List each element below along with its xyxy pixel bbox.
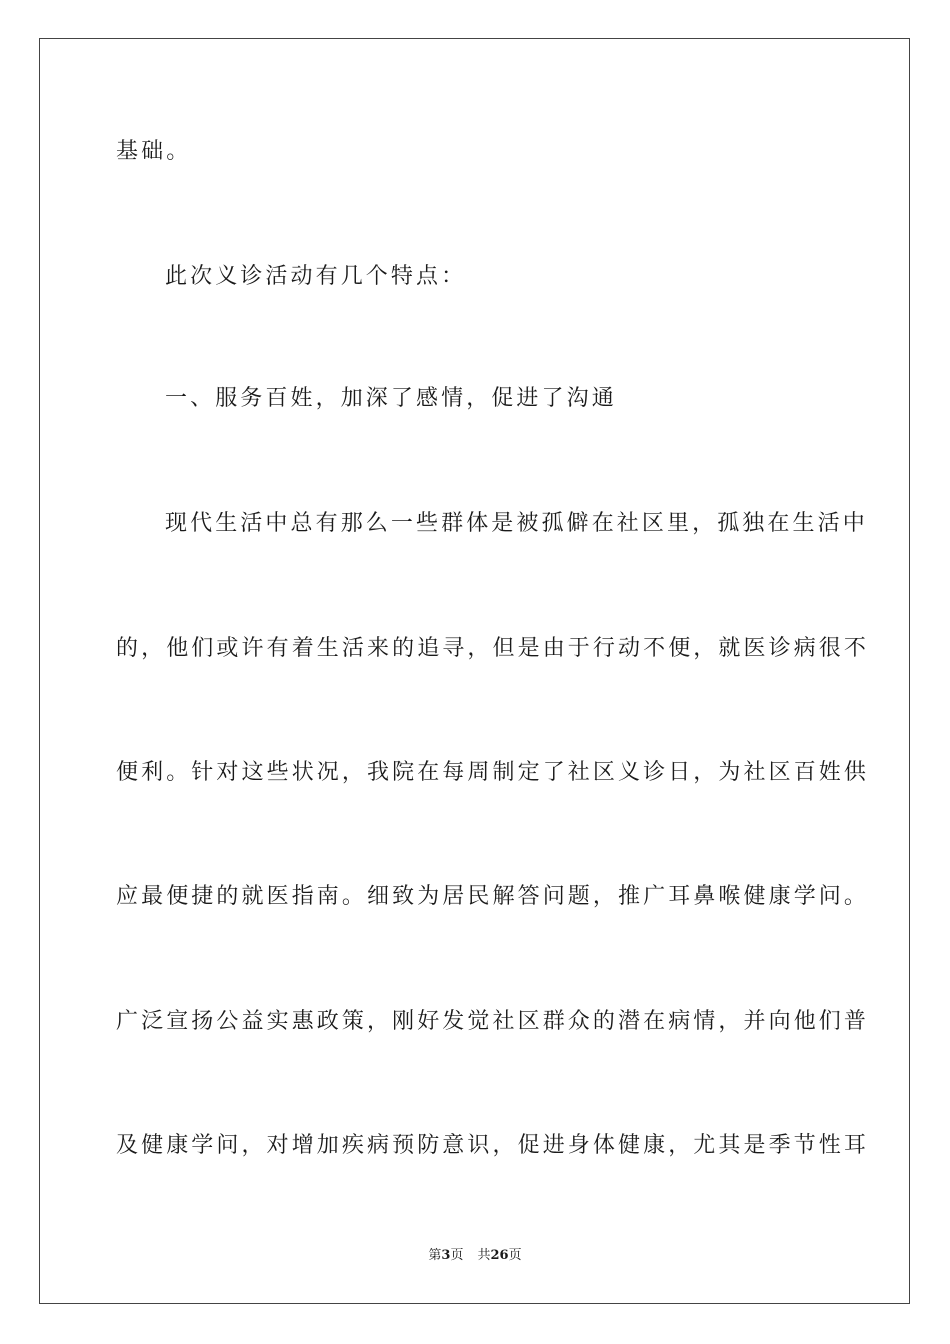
text-line-1: 基础。 bbox=[116, 139, 192, 164]
footer-page-prefix: 第 bbox=[428, 1248, 442, 1263]
footer-total-suffix: 页 bbox=[508, 1248, 522, 1263]
footer-page-suffix: 页 bbox=[450, 1248, 464, 1263]
text-line-8: 广泛宣扬公益实惠政策，刚好发觉社区群众的潜在病情，并向他们普 bbox=[116, 1009, 870, 1034]
footer-page-number: 3 bbox=[441, 1248, 451, 1263]
page-border bbox=[39, 38, 910, 1304]
text-line-6: 便利。针对这些状况，我院在每周制定了社区义诊日，为社区百姓供 bbox=[116, 760, 870, 785]
text-line-4: 现代生活中总有那么一些群体是被孤僻在社区里，孤独在生活中 bbox=[165, 511, 868, 536]
footer-total-prefix: 共 bbox=[477, 1248, 491, 1263]
page-footer bbox=[0, 1247, 950, 1265]
text-line-2: 此次义诊活动有几个特点： bbox=[165, 264, 467, 289]
text-line-9: 及健康学问，对增加疾病预防意识，促进身体健康，尤其是季节性耳 bbox=[116, 1133, 870, 1158]
text-line-7: 应最便捷的就医指南。细致为居民解答问题，推广耳鼻喉健康学问。 bbox=[116, 884, 870, 909]
footer-total-pages: 26 bbox=[490, 1248, 509, 1263]
section-heading-1: 一、服务百姓，加深了感情，促进了沟通 bbox=[165, 386, 617, 411]
text-line-5: 的，他们或许有着生活来的追寻，但是由于行动不便，就医诊病很不 bbox=[116, 636, 870, 661]
